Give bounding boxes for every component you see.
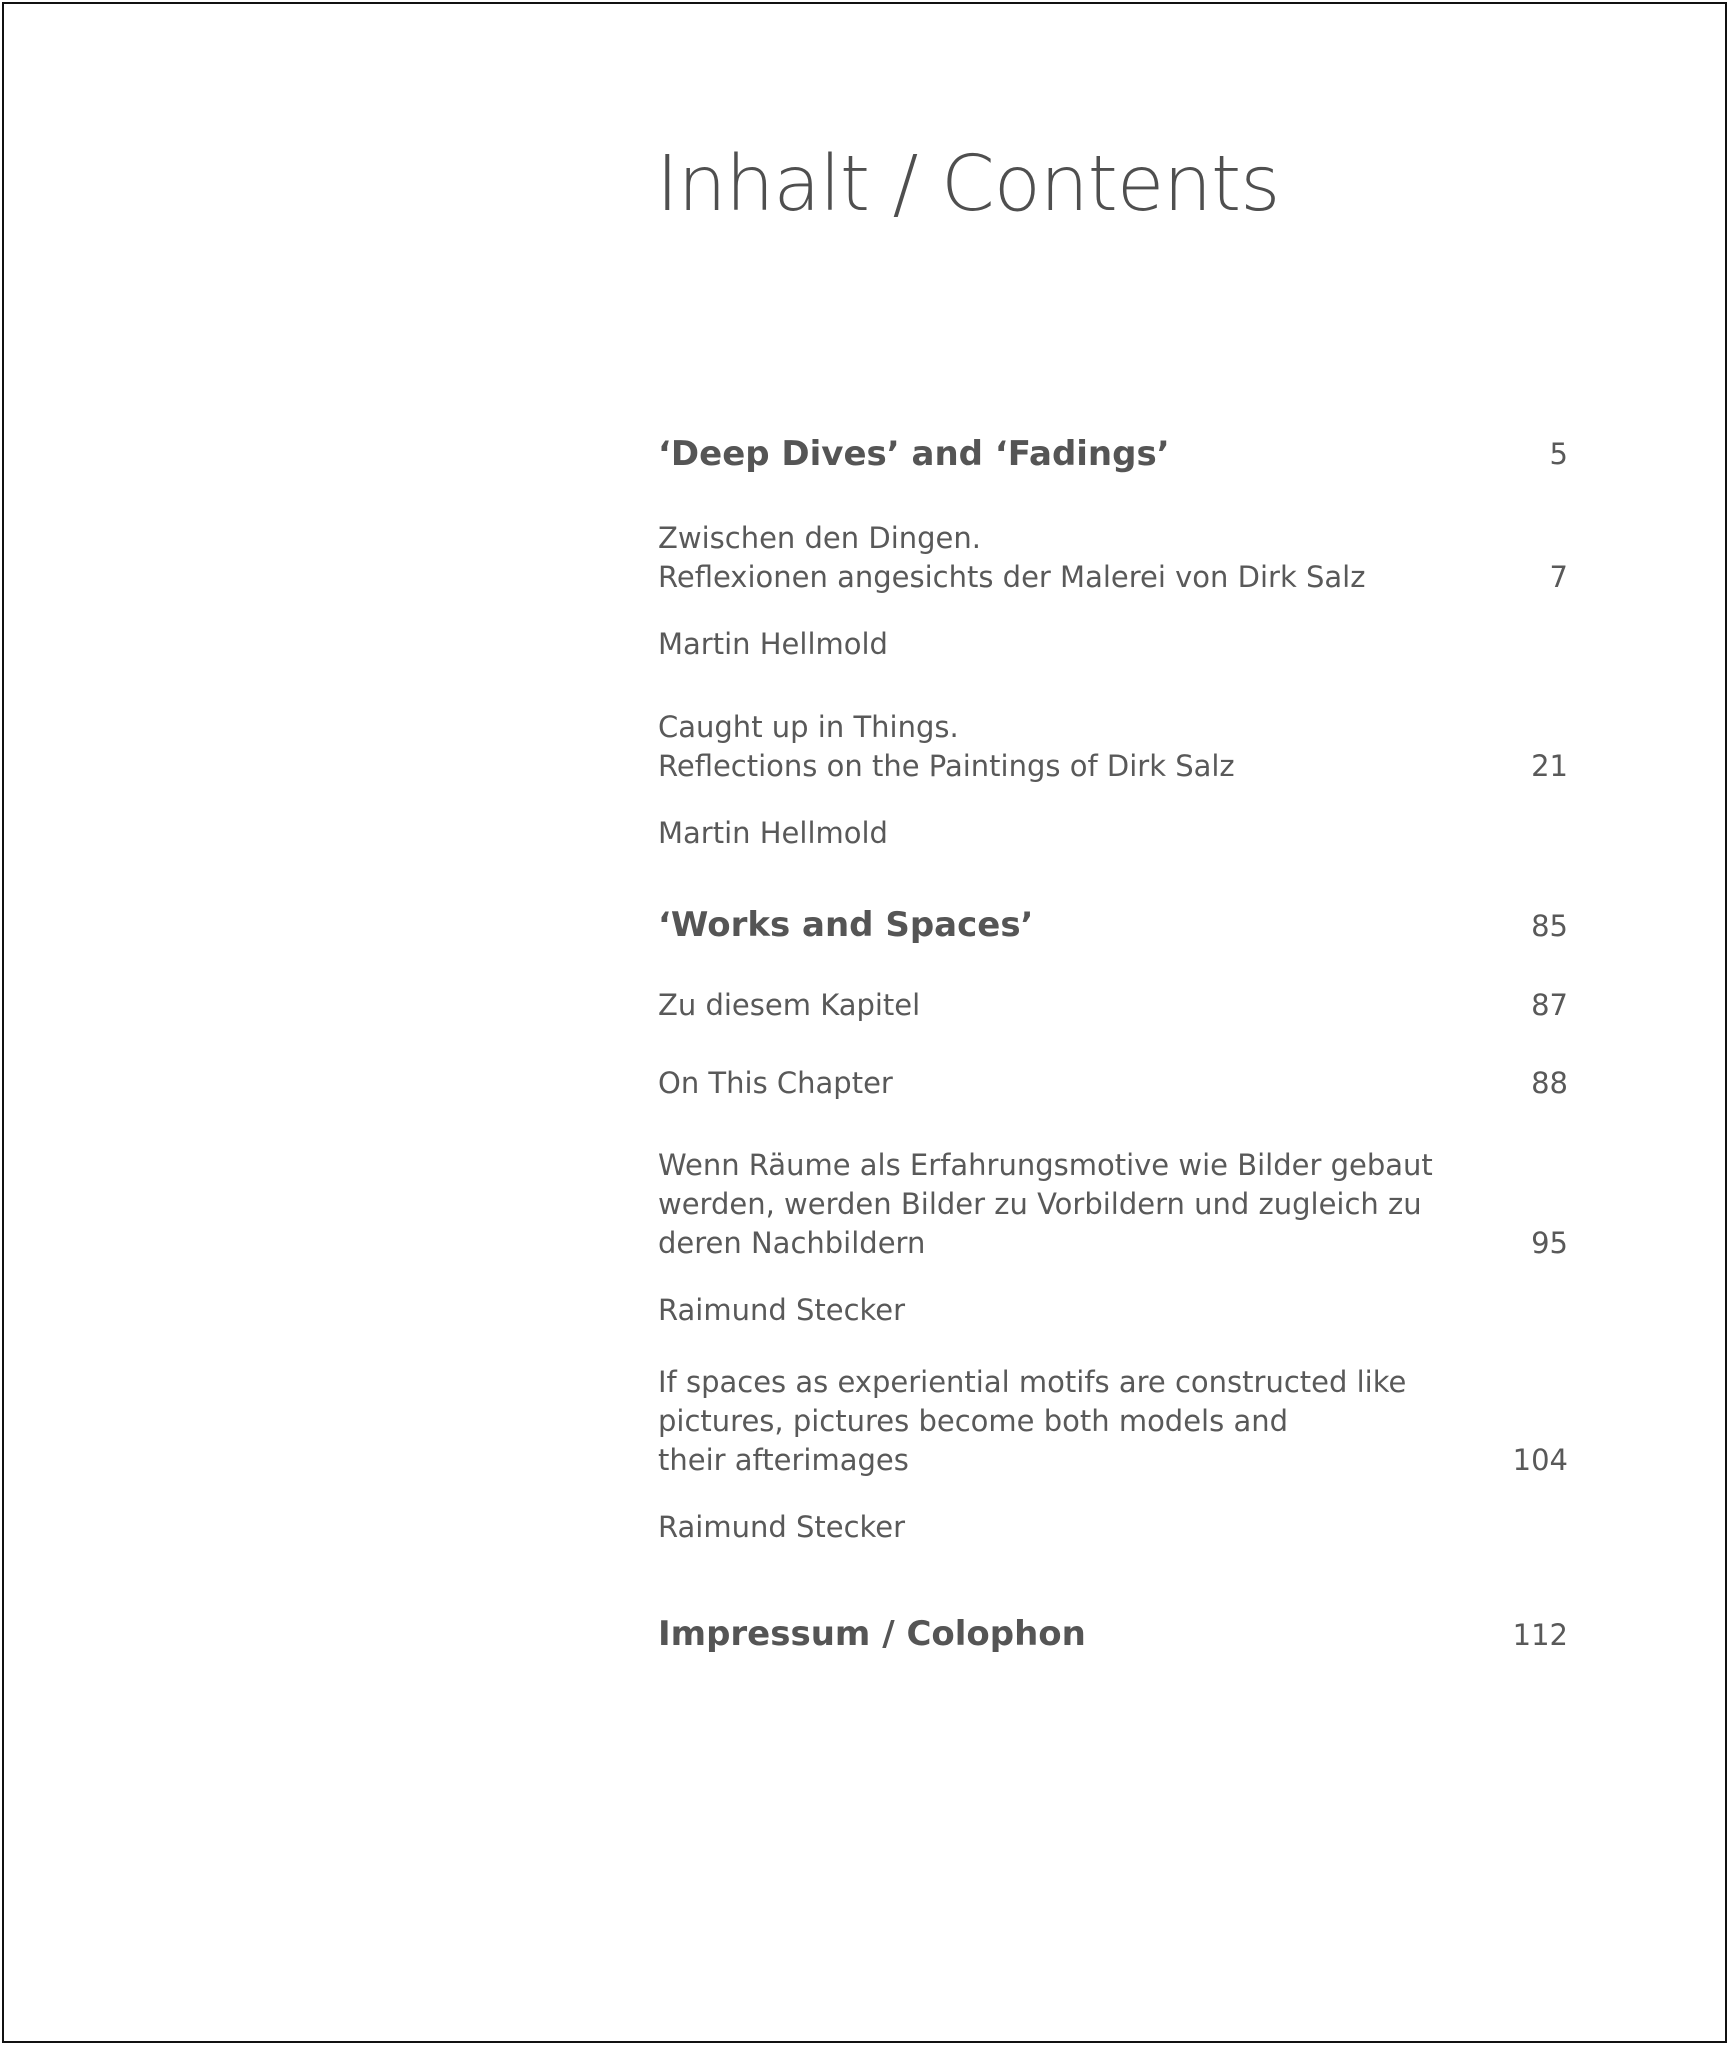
toc-entry-title-line: Zu diesem Kapitel: [658, 988, 921, 1022]
toc-entry-title-line: deren Nachbildern: [658, 1226, 926, 1260]
toc-entry-title-line: If spaces as experiential motifs are constructed like: [658, 1365, 1407, 1399]
page-title: Inhalt / Contents: [656, 140, 1280, 229]
toc-entry-title-line: werden, werden Bilder zu Vorbildern und zugleich zu: [658, 1187, 1422, 1221]
toc-section-title: Impressum / Colophon: [658, 1614, 1086, 1654]
toc-entry-author: Martin Hellmold: [658, 816, 888, 850]
toc-entry-title-line: Reflections on the Paintings of Dirk Salz: [658, 749, 1235, 783]
toc-page-number: 87: [1531, 988, 1568, 1022]
toc-entry-title-line: Wenn Räume als Erfahrungsmotive wie Bilder gebaut: [658, 1148, 1433, 1182]
toc-section-title: ‘Deep Dives’ and ‘Fadings’: [658, 434, 1170, 474]
toc-entry-author: Raimund Stecker: [658, 1293, 906, 1327]
toc-page-number: 85: [1531, 909, 1568, 943]
toc-page-number: 7: [1549, 560, 1568, 594]
toc-entry-title-line: pictures, pictures become both models and: [658, 1404, 1288, 1438]
toc-entry-title-line: On This Chapter: [658, 1066, 893, 1100]
toc-entry-title-line: Reflexionen angesichts der Malerei von Dirk Salz: [658, 560, 1366, 594]
toc-entry-title-line: their afterimages: [658, 1443, 909, 1477]
toc-entry-title-line: Caught up in Things.: [658, 710, 959, 744]
toc-page-number: 21: [1531, 749, 1568, 783]
toc-page-number: 104: [1512, 1443, 1568, 1477]
toc-page-number: 88: [1531, 1066, 1568, 1100]
toc-entry-author: Raimund Stecker: [658, 1510, 906, 1544]
page: [2, 2, 1727, 2043]
toc-page-number: 112: [1512, 1618, 1568, 1652]
toc-page-number: 95: [1531, 1226, 1568, 1260]
toc-entry-author: Martin Hellmold: [658, 627, 888, 661]
toc-entry-title-line: Zwischen den Dingen.: [658, 521, 981, 555]
toc-page-number: 5: [1549, 437, 1568, 471]
toc-section-title: ‘Works and Spaces’: [658, 905, 1034, 945]
